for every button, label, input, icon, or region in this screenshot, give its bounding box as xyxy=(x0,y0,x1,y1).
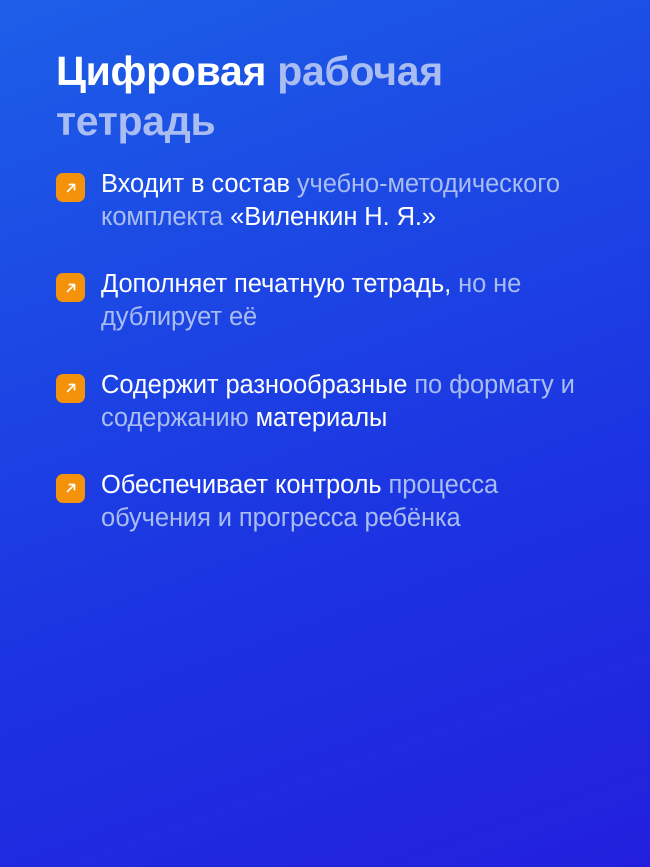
list-item xyxy=(56,168,598,234)
page-title-accent: рабочая тетрадь xyxy=(56,48,443,145)
page-title xyxy=(56,46,536,146)
list-item-text-strong: Дополняет печатную тетрадь, xyxy=(101,270,459,299)
list-item-text xyxy=(101,369,598,435)
list-item xyxy=(56,369,598,435)
list-item xyxy=(56,268,598,334)
list-item-text-muted: процесса обучения и прогресса ребёнка xyxy=(101,470,499,533)
list-item-text-tail: «Виленкин Н. Я.» xyxy=(230,203,436,232)
list-item-text-muted: по формату и содержанию xyxy=(101,370,575,432)
list-item-text-tail: материалы xyxy=(255,403,388,432)
list-item-text-strong: Входит в состав xyxy=(101,170,297,199)
arrow-up-right-icon xyxy=(56,374,85,403)
list-item-text-muted: учебно-методического комплекта xyxy=(101,170,560,232)
arrow-up-right-icon xyxy=(56,173,85,202)
list-item-text-strong: Обеспечивает контроль xyxy=(101,470,389,499)
arrow-up-right-icon xyxy=(56,474,85,503)
bullet-list xyxy=(56,168,598,535)
list-item xyxy=(56,469,598,535)
list-item-text xyxy=(101,168,598,234)
list-item-text xyxy=(101,469,598,535)
arrow-up-right-icon xyxy=(56,273,85,302)
list-item-text-strong: Содержит разнообразные xyxy=(101,370,415,399)
page-title-lead: Цифровая xyxy=(56,48,278,94)
list-item-text-muted: но не дублирует её xyxy=(101,270,522,332)
list-item-text xyxy=(101,268,598,334)
